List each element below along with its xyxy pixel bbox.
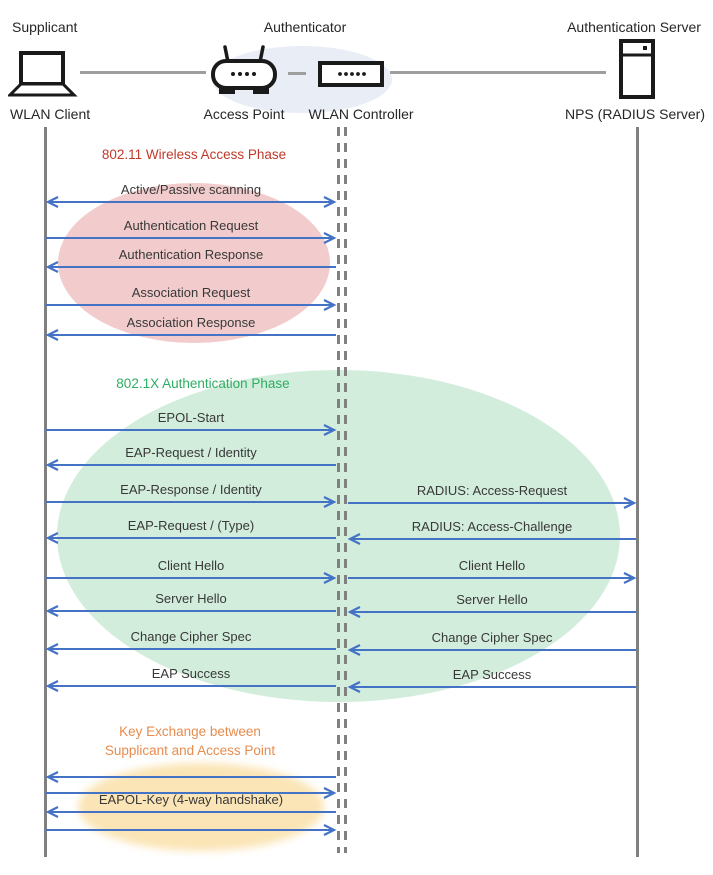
message-arrow-left	[46, 530, 336, 546]
message-arrow-left	[46, 259, 336, 275]
message-label: Change Cipher Spec	[431, 630, 553, 645]
message-label: EAP Success	[151, 666, 231, 681]
message-label: EAP-Response / Identity	[120, 482, 262, 497]
message-label: Association Request	[131, 285, 251, 300]
message-label: RADIUS: Access-Request	[416, 483, 568, 498]
message-label: EAP-Request / (Type)	[127, 518, 255, 533]
message-label: Client Hello	[157, 558, 225, 573]
message-label: Change Cipher Spec	[130, 629, 252, 644]
message-arrow-left	[46, 603, 336, 619]
role-label-authentication-server: Authentication Server	[567, 19, 701, 35]
message-arrow-right	[46, 570, 336, 586]
message-arrow-left	[46, 804, 336, 820]
server-icon	[619, 39, 655, 99]
connector-client-to-ap	[80, 71, 206, 74]
message-label: Server Hello	[155, 591, 227, 606]
phase-title-line-2: Supplicant and Access Point	[104, 743, 276, 758]
role-label-authenticator: Authenticator	[263, 19, 347, 35]
phase-title-80211-wireless-access: 802.11 Wireless Access Phase	[101, 147, 287, 162]
message-arrow-right	[348, 495, 636, 511]
message-arrow-left	[46, 457, 336, 473]
message-label: Authentication Response	[118, 247, 264, 262]
access-point-icon	[209, 44, 279, 98]
lifeline-wlan-controller-dashed-right	[344, 127, 347, 853]
message-label: EAP Success	[452, 667, 532, 682]
message-label: Authentication Request	[123, 218, 259, 233]
connector-controller-to-server	[390, 71, 606, 74]
message-arrow-left	[348, 604, 636, 620]
message-arrow-right	[46, 822, 336, 838]
message-label: EPOL-Start	[157, 410, 225, 425]
message-label: EAPOL-Key (4-way handshake)	[98, 792, 284, 807]
node-label-access-point: Access Point	[203, 106, 285, 122]
message-arrow-right	[46, 297, 336, 313]
message-arrow-both	[46, 194, 336, 210]
laptop-icon	[8, 50, 78, 98]
node-label-nps-radius-server: NPS (RADIUS Server)	[564, 106, 706, 122]
role-label-supplicant: Supplicant	[12, 19, 78, 35]
message-arrow-left	[348, 531, 636, 547]
phase-title-8021x-authentication: 802.1X Authentication Phase	[116, 376, 290, 391]
message-arrow-left	[46, 327, 336, 343]
message-label: Association Response	[126, 315, 256, 330]
node-label-wlan-controller: WLAN Controller	[308, 106, 414, 122]
wlan-controller-icon	[318, 61, 384, 87]
message-arrow-right	[348, 570, 636, 586]
node-label-wlan-client: WLAN Client	[10, 106, 91, 122]
message-arrow-right	[46, 230, 336, 246]
phase-title-line-1: Key Exchange between	[119, 724, 261, 739]
message-arrow-right	[46, 494, 336, 510]
phase-title-key-exchange	[60, 722, 320, 760]
message-arrow-right	[46, 422, 336, 438]
message-arrow-left	[46, 678, 336, 694]
message-label: Server Hello	[456, 592, 528, 607]
message-arrow-left	[46, 769, 336, 785]
message-arrow-left	[348, 642, 636, 658]
message-label: RADIUS: Access-Challenge	[411, 519, 573, 534]
connector-ap-to-controller	[288, 72, 306, 75]
lifeline-wlan-controller-dashed-left	[337, 127, 340, 853]
message-arrow-left	[348, 679, 636, 695]
message-arrow-left	[46, 641, 336, 657]
message-label: Client Hello	[458, 558, 526, 573]
message-label: Active/Passive scanning	[120, 182, 262, 197]
lifeline-nps-server	[636, 127, 639, 857]
message-label: EAP-Request / Identity	[125, 445, 257, 460]
